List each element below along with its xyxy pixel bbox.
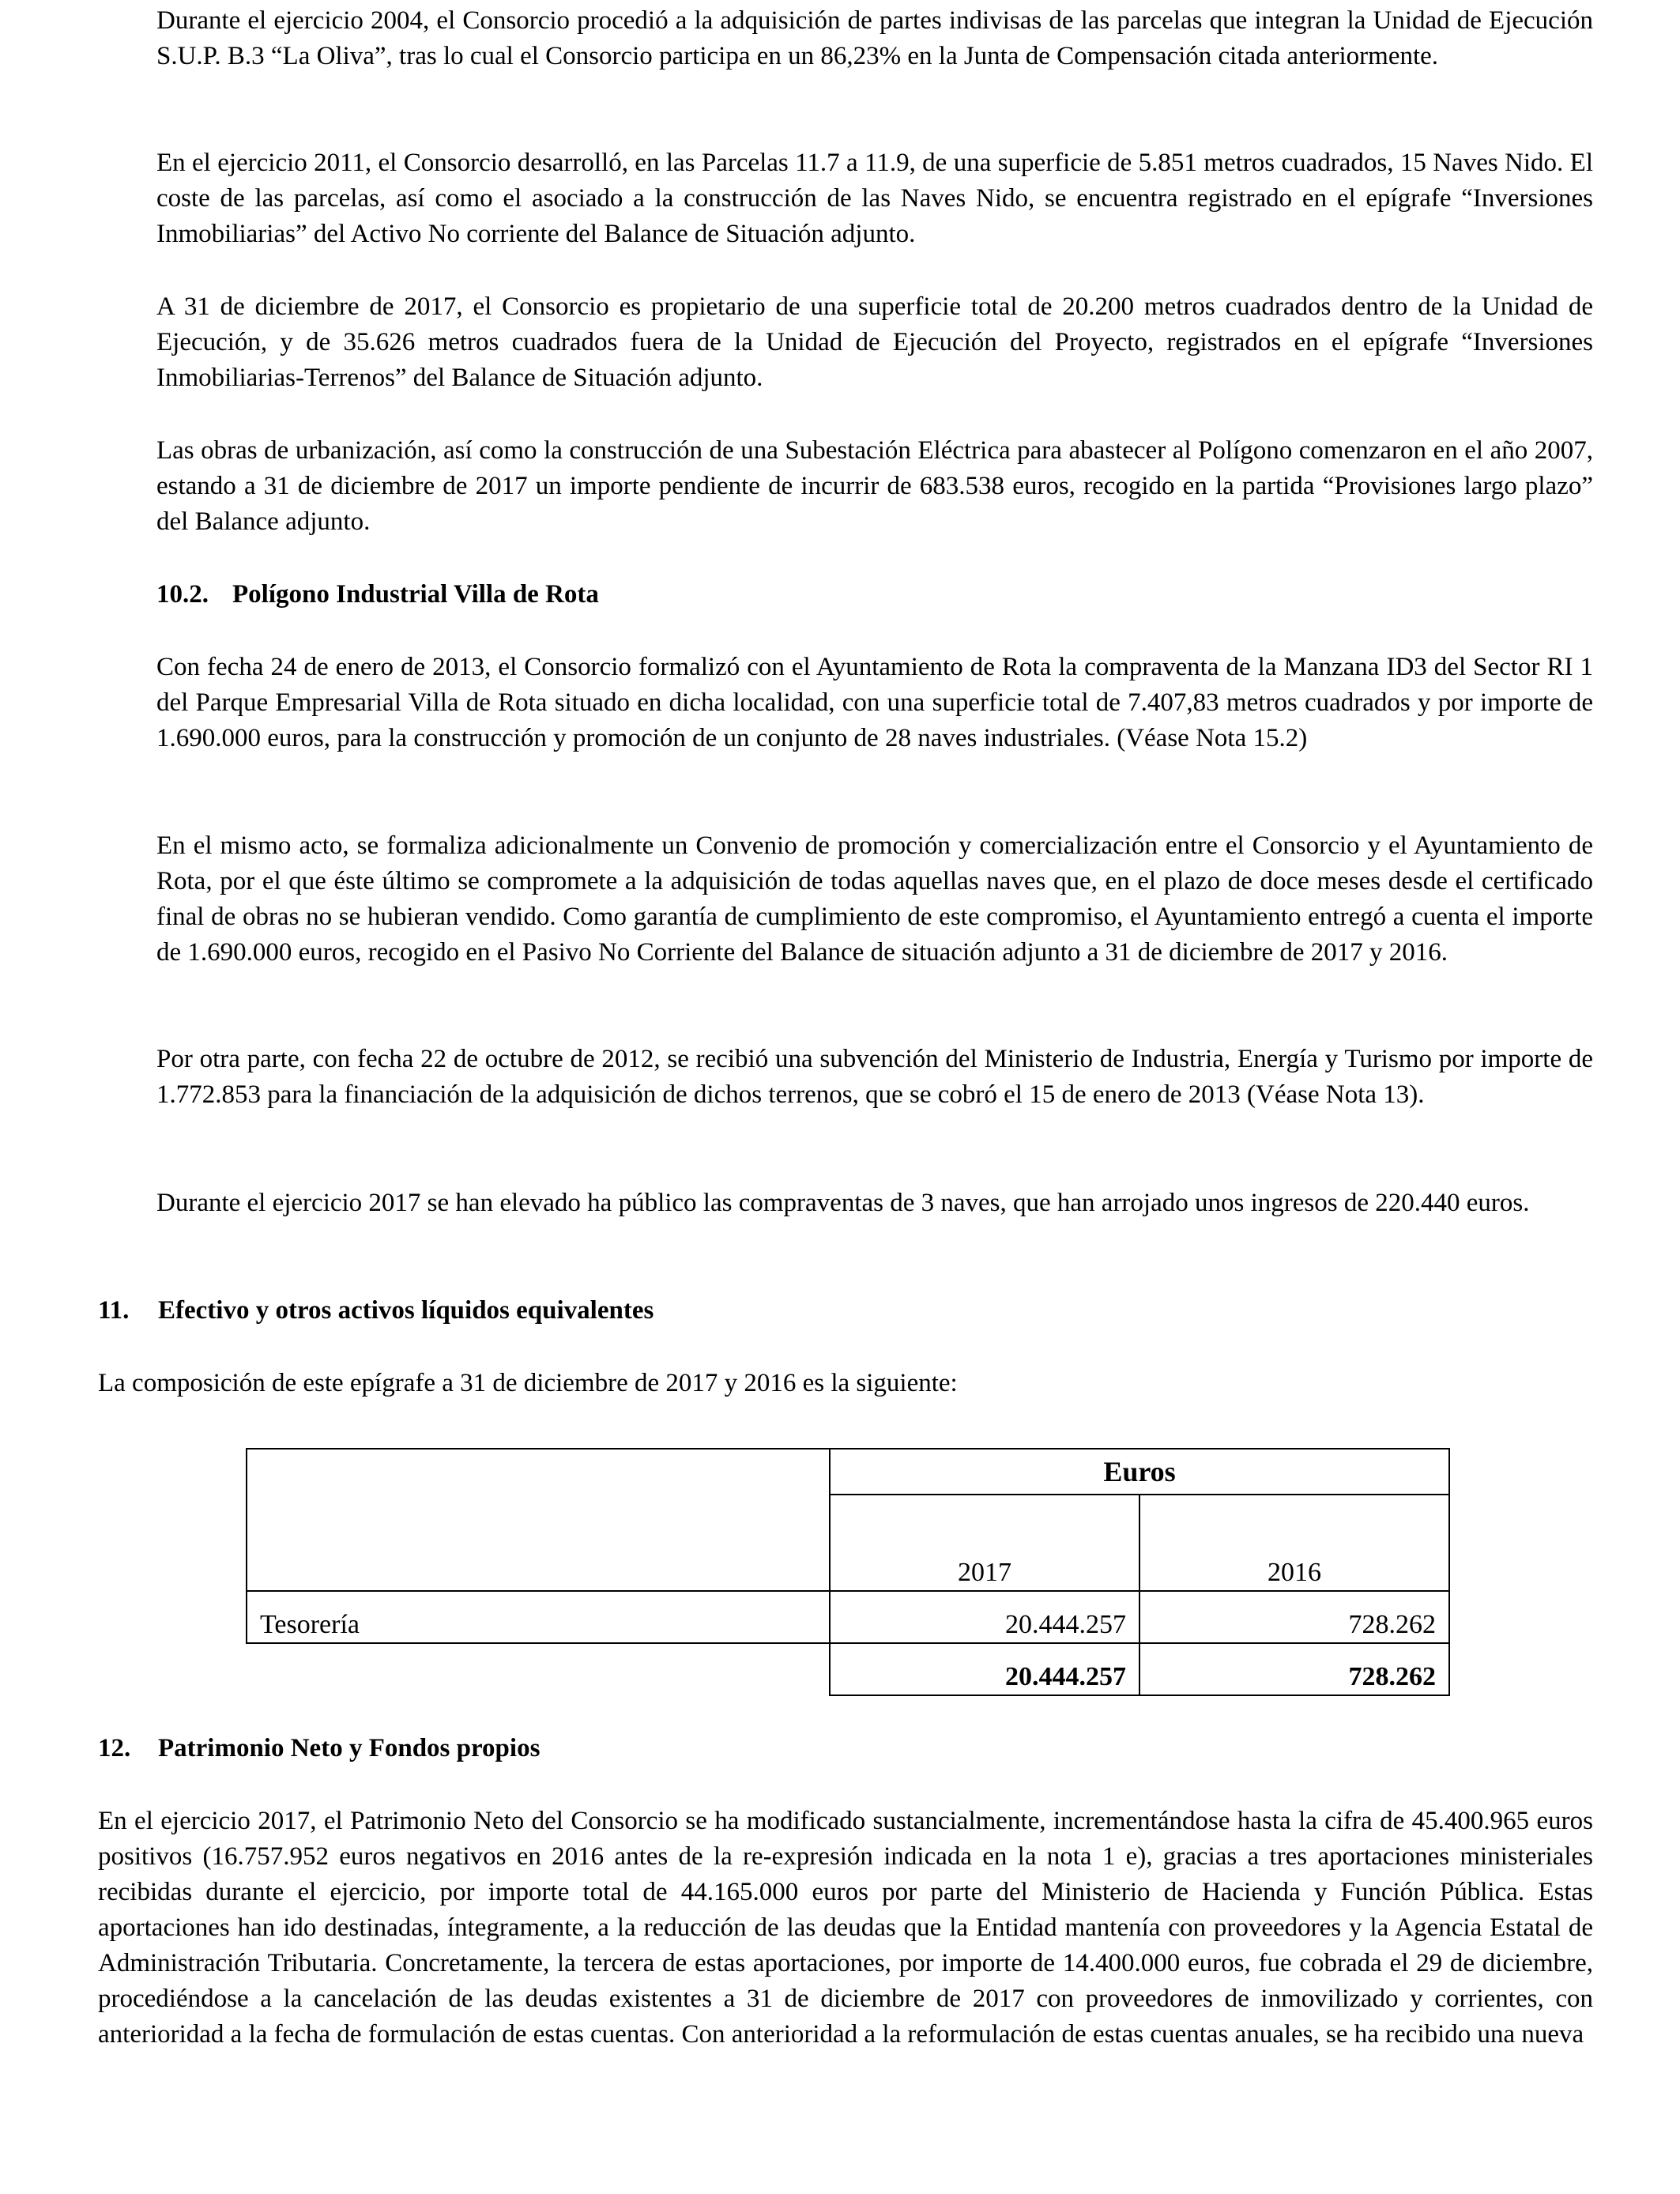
- row-label: Tesorería: [247, 1591, 830, 1643]
- paragraph-convenio: En el mismo acto, se formaliza adicionalmente un Convenio de promoción y comercialización entre el Consorcio y el Ayuntamiento de Rota, por el que éste último se compromete a la adquisición de todas aquellas naves que, en el plazo de doce meses desde el certificado final de obras no se hubieran vendido. Como garantía de cumplimiento de este compromiso, el Ayuntamiento entregó a cuenta el importe de 1.690.000 euros, recogido en el Pasivo No Corriente del Balance de situación adjunto a 31 de diciembre de 2017 y 2016.: [156, 831, 1593, 967]
- heading-title: Efectivo y otros activos líquidos equivalentes: [158, 1296, 654, 1325]
- paragraph-la-oliva: Durante el ejercicio 2004, el Consorcio procedió a la adquisición de partes indivisas de las parcelas que integran la Unidad de Ejecución S.U.P. B.3 “La Oliva”, tras lo cual el Consorcio participa en un 86,23% en la Junta de Compensación citada anteriormente.: [156, 6, 1593, 70]
- total-value-2017: 20.444.257: [830, 1643, 1139, 1695]
- total-value-2016: 728.262: [1139, 1643, 1449, 1695]
- paragraph-superficie: A 31 de diciembre de 2017, el Consorcio es propietario de una superficie total de 20.200 metros cuadrados dentro de la Unidad de Ejecución, y de 35.626 metros cuadrados fuera de la Unidad de Ejecución del Proyecto, registrados en el epígrafe “Inversiones Inmobiliarias-Terrenos” del Balance de Situación adjunto.: [156, 292, 1593, 392]
- table-header-year-2016: 2016: [1139, 1495, 1449, 1591]
- paragraph-urbanizacion: Las obras de urbanización, así como la construcción de una Subestación Eléctrica para abastecer al Polígono comenzaron en el año 2007, estando a 31 de diciembre de 2017 un importe pendiente de incurrir de 683.538 euros, recogido en la partida “Provisiones largo plazo” del Balance adjunto.: [156, 436, 1593, 536]
- paragraph-composicion: La composición de este epígrafe a 31 de diciembre de 2017 y 2016 es la siguiente:: [98, 1369, 958, 1397]
- row-value-2017: 20.444.257: [830, 1591, 1139, 1643]
- paragraph-patrimonio-neto: En el ejercicio 2017, el Patrimonio Neto del Consorcio se ha modificado sustancialmente, incrementándose hasta la cifra de 45.400.965 euros positivos (16.757.952 euros negativos en 2016 antes de la re-expresión indicada en la nota 1 e), gracias a tres aportaciones ministeriales recibidas durante el ejercicio, por importe total de 44.165.000 euros por parte del Ministerio de Hacienda y Función Pública. Estas aportaciones han ido destinadas, íntegramente, a la reducción de las deudas que la Entidad mantenía con proveedores y la Agencia Estatal de Administración Tributaria. Concretamente, la tercera de estas aportaciones, por importe de 14.400.000 euros, fue cobrada el 29 de diciembre, procediéndose a la cancelación de las deudas existentes a 31 de diciembre de 2017 con proveedores de inmovilizado y corrientes, con anterioridad a la fecha de formulación de estas cuentas. Con anterioridad a la reformulación de estas cuentas anuales, se ha recibido una nueva: [98, 1807, 1593, 2049]
- table-header-blank: [247, 1449, 830, 1591]
- heading-12: [98, 1731, 540, 1766]
- heading-10-2: [156, 577, 599, 613]
- table-row: [247, 1591, 1449, 1643]
- total-blank: [247, 1643, 830, 1695]
- table-header-year-2017: 2017: [830, 1495, 1139, 1591]
- cash-table: [246, 1448, 1450, 1696]
- paragraph-ingresos-naves: Durante el ejercicio 2017 se han elevado ha público las compraventas de 3 naves, que han arrojado unos ingresos de 220.440 euros.: [156, 1189, 1530, 1217]
- heading-number: 12.: [98, 1734, 131, 1762]
- heading-11: [98, 1293, 654, 1329]
- heading-number: 11.: [98, 1296, 130, 1325]
- heading-number: 10.2.: [156, 580, 209, 609]
- paragraph-subvencion: Por otra parte, con fecha 22 de octubre de 2012, se recibió una subvención del Ministerio de Industria, Energía y Turismo por importe de 1.772.853 para la financiación de la adquisición de dichos terrenos, que se cobró el 15 de enero de 2013 (Véase Nota 13).: [156, 1045, 1593, 1109]
- heading-title: Polígono Industrial Villa de Rota: [232, 580, 599, 609]
- row-value-2016: 728.262: [1139, 1591, 1449, 1643]
- paragraph-compraventa-rota: Con fecha 24 de enero de 2013, el Consorcio formalizó con el Ayuntamiento de Rota la compraventa de la Manzana ID3 del Sector RI 1 del Parque Empresarial Villa de Rota situado en dicha localidad, con una superficie total de 7.407,83 metros cuadrados y por importe de 1.690.000 euros, para la construcción y promoción de un conjunto de 28 naves industriales. (Véase Nota 15.2): [156, 653, 1593, 752]
- table-total-row: [247, 1643, 1449, 1695]
- table-header-euros: Euros: [830, 1449, 1449, 1495]
- paragraph-naves-nido: En el ejercicio 2011, el Consorcio desarrolló, en las Parcelas 11.7 a 11.9, de una superficie de 5.851 metros cuadrados, 15 Naves Nido. El coste de las parcelas, así como el asociado a la construcción de las Naves Nido, se encuentra registrado en el epígrafe “Inversiones Inmobiliarias” del Activo No corriente del Balance de Situación adjunto.: [156, 149, 1593, 248]
- heading-title: Patrimonio Neto y Fondos propios: [158, 1734, 541, 1762]
